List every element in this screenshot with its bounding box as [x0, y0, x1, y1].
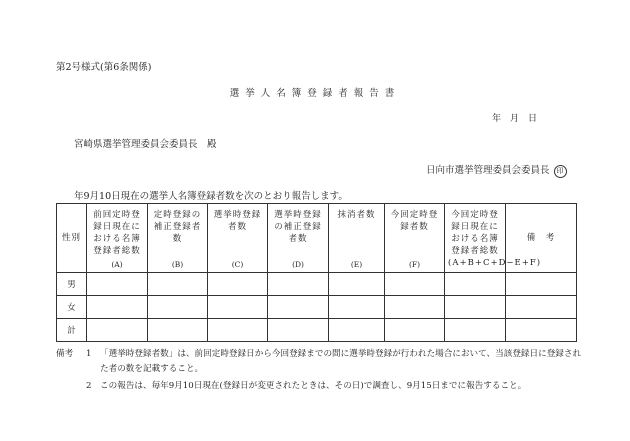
table-cell [385, 319, 445, 342]
header-total: 今回定時登録日現在における名簿登録者総数(A+B+C+D−E+F) [445, 204, 506, 273]
form-number: 第2号様式(第6条関係) [56, 62, 152, 73]
table-cell [445, 296, 506, 319]
table-cell [87, 296, 148, 319]
table-cell [268, 296, 329, 319]
table-cell [208, 296, 268, 319]
sender-line [426, 162, 567, 178]
header-remarks: 備 考 [506, 204, 577, 273]
table-cell [148, 319, 208, 342]
header-c: 選挙時登録者数 (C) [208, 204, 268, 273]
intro-text: 年9月10日現在の選挙人名簿登録者数を次のとおり報告します。 [74, 191, 348, 202]
table-cell [506, 319, 577, 342]
note-text: この報告は、毎年9月10日現在(登録日が変更されたときは、その日)で調査し、9月15日までに報告すること。 [100, 381, 527, 391]
row-label-male: 男 [57, 273, 87, 296]
table-cell [385, 273, 445, 296]
table-cell [329, 296, 385, 319]
table-cell [268, 273, 329, 296]
header-a: 前回定時登録日現在における名簿登録者総数 (A) [87, 204, 148, 273]
note-number: 2 [86, 381, 92, 391]
table-row [57, 319, 577, 342]
table-cell [268, 319, 329, 342]
table-cell [445, 319, 506, 342]
recipient: 宮崎県選挙管理委員会委員長 殿 [74, 139, 217, 150]
table-cell [445, 273, 506, 296]
table-cell [506, 273, 577, 296]
table-cell [208, 273, 268, 296]
row-label-female: 女 [57, 296, 87, 319]
sender: 日向市選挙管理委員会委員長 [426, 165, 550, 176]
note-number: 1 [86, 349, 92, 359]
table-cell [329, 319, 385, 342]
table-cell [87, 319, 148, 342]
header-d: 選挙時登録の補正登録者数 (D) [268, 204, 329, 273]
table-cell [506, 296, 577, 319]
table-row [57, 296, 577, 319]
header-f: 今回定時登録者数 (F) [385, 204, 445, 273]
header-e: 抹消者数 (E) [329, 204, 385, 273]
date-line: 年 月 日 [492, 114, 538, 124]
table-cell [148, 273, 208, 296]
document-title: 選挙人名簿登録者報告書 [229, 88, 401, 99]
header-b: 定時登録の補正登録者数 (B) [148, 204, 208, 273]
table-cell [329, 273, 385, 296]
table-cell [87, 273, 148, 296]
note-item [56, 379, 586, 394]
table-cell [385, 296, 445, 319]
table-cell [148, 296, 208, 319]
notes-label: 備考 [56, 349, 74, 359]
note-item [56, 347, 586, 377]
table-cell [208, 319, 268, 342]
report-table [56, 203, 577, 342]
row-label-total: 計 [57, 319, 87, 342]
notes-section [56, 347, 586, 394]
seal-mark: 印 [554, 165, 567, 178]
header-gender: 性別 [57, 204, 87, 273]
table-row [57, 273, 577, 296]
note-text: 「選挙時登録者数」は、前回定時登録日から今回登録までの間に選挙時登録が行われた場合において、当該登録日に登録された者の数を記載すること。 [100, 349, 582, 374]
